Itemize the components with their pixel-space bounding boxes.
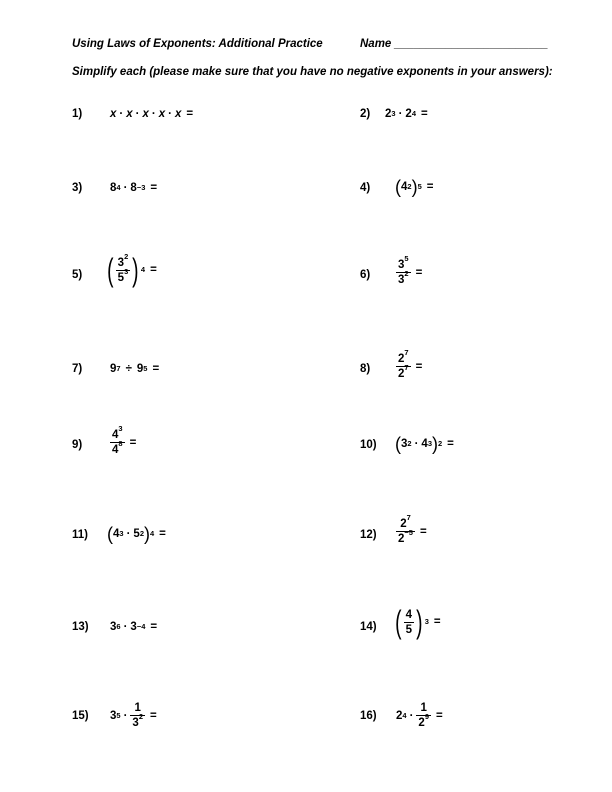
left-paren: ( (107, 524, 113, 544)
denominator (396, 269, 411, 286)
variable: x (175, 108, 182, 120)
problem-number-7: 7) (72, 363, 83, 375)
fraction (110, 424, 125, 456)
denominator (396, 528, 415, 545)
fraction (116, 251, 131, 284)
exponent: 7 (404, 363, 409, 372)
right-paren: ) (144, 524, 150, 544)
base: 3 (401, 438, 408, 450)
problem-number-9: 9) (72, 439, 83, 451)
problem-number-8: 8) (360, 363, 371, 375)
left-paren: ( (395, 604, 402, 640)
base: 2 (398, 353, 405, 365)
base: 4 (113, 528, 120, 540)
base: 3 (110, 621, 117, 633)
fraction (404, 609, 414, 636)
exponent: 5 (404, 254, 409, 263)
dot-operator: · (123, 621, 128, 633)
dot-operator: · (135, 108, 140, 120)
equals-sign: = (419, 525, 427, 538)
base: 5 (117, 271, 125, 284)
problem-1-expression (110, 108, 193, 120)
base: 9 (136, 363, 144, 375)
exponent: 3 (124, 266, 129, 276)
right-paren: ) (432, 434, 438, 454)
equals-sign: = (150, 709, 157, 722)
denominator (416, 712, 431, 729)
problem-number-5: 5) (72, 269, 83, 281)
base: 3 (132, 717, 139, 729)
dot-operator: · (123, 709, 128, 722)
dot-operator: · (151, 108, 156, 120)
variable: x (142, 108, 149, 120)
base: 8 (130, 182, 137, 194)
variable: x (158, 108, 166, 120)
name-field-label: Name ________________________ (360, 38, 549, 50)
exponent: −5 (404, 528, 413, 537)
exponent: 2 (404, 269, 409, 278)
exponent: 9 (424, 712, 429, 721)
variable: x (110, 108, 117, 120)
problem-10-expression: ( 3 2 · 4 3 ) 2 = (395, 434, 454, 454)
problem-number-3: 3) (72, 182, 83, 194)
equals-sign: = (129, 436, 137, 449)
dot-operator: · (119, 108, 124, 120)
base: 3 (110, 709, 117, 722)
exponent: 7 (406, 513, 411, 522)
base: 2 (398, 533, 405, 545)
base: 2 (385, 108, 392, 120)
exponent: 7 (404, 348, 409, 357)
equals-sign: = (415, 360, 423, 373)
base: 4 (112, 429, 119, 441)
base: 3 (117, 256, 125, 269)
base: 3 (398, 274, 405, 286)
denominator (396, 363, 411, 380)
problem-8-expression (396, 348, 423, 380)
problem-11-expression: ( 4 3 · 5 2 ) 4 = (107, 524, 166, 544)
base: 2 (400, 518, 407, 530)
problem-number-15: 15) (72, 710, 89, 722)
exponent: 2 (124, 251, 129, 261)
equals-sign: = (150, 264, 157, 276)
base: 2 (405, 108, 412, 120)
dot-operator: · (414, 438, 419, 450)
base: 2 (396, 709, 403, 722)
problem-number-1: 1) (72, 108, 83, 120)
fraction (396, 348, 411, 380)
base: 5 (133, 528, 140, 540)
problem-12-expression (396, 513, 427, 545)
base: 9 (110, 363, 117, 375)
equals-sign: = (433, 616, 441, 628)
base: 3 (398, 259, 405, 271)
exponent: 8 (118, 439, 123, 448)
problem-2-expression: 2 3 · 2 4 = (385, 108, 428, 120)
instructions: Simplify each (please make sure that you have no negative exponents in your answers): (72, 66, 553, 78)
equals-sign: = (415, 266, 423, 279)
problem-number-6: 6) (360, 269, 371, 281)
equals-sign: = (186, 108, 194, 120)
problem-16-expression: 2 4 · $\frac{1}{2^9}$ = (396, 702, 443, 729)
fraction (130, 702, 145, 729)
left-paren: ( (395, 434, 401, 454)
equals-sign: = (447, 438, 454, 450)
equals-sign: = (150, 621, 158, 633)
problem-number-13: 13) (72, 621, 89, 633)
problem-15-expression: 3 5 · $\frac{1}{3^2}$ = (110, 702, 157, 729)
dot-operator: · (168, 108, 172, 120)
problem-number-16: 16) (360, 710, 377, 722)
base: 4 (421, 438, 428, 450)
numerator: 1 (420, 702, 427, 714)
problem-number-4: 4) (360, 182, 371, 194)
problem-number-14: 14) (360, 621, 377, 633)
divide-operator: ÷ (125, 363, 132, 375)
equals-sign: = (152, 363, 160, 375)
left-paren: ( (107, 252, 114, 288)
equals-sign: = (426, 181, 434, 193)
fraction (396, 513, 415, 545)
numerator: 4 (405, 608, 413, 621)
problem-3-expression: 8 4 · 8 −3 = (110, 182, 158, 194)
denominator (130, 712, 145, 729)
fraction (396, 254, 411, 286)
dot-operator: · (409, 709, 414, 722)
problem-number-2: 2) (360, 108, 371, 120)
dot-operator: · (123, 182, 128, 194)
base: 4 (401, 181, 408, 193)
problem-number-12: 12) (360, 529, 377, 541)
problem-number-10: 10) (360, 439, 377, 451)
problem-13-expression: 3 6 · 3 −4 = (110, 621, 158, 633)
worksheet-title: Using Laws of Exponents: Additional Practice (72, 38, 323, 50)
equals-sign: = (436, 709, 443, 722)
dot-operator: · (126, 528, 131, 540)
right-paren: ) (132, 252, 139, 288)
problem-4-expression: ( 4 2 ) 5 = (395, 177, 434, 197)
problem-5-expression: ( $\frac{3^2}{5^3}$ ) 4 = (107, 251, 157, 288)
equals-sign: = (421, 108, 428, 120)
dot-operator: · (398, 108, 403, 120)
base: 4 (112, 444, 119, 456)
exponent: 2 (138, 712, 143, 721)
fraction (416, 702, 431, 729)
base: 8 (110, 182, 117, 194)
left-paren: ( (395, 177, 401, 197)
variable: x (126, 108, 133, 120)
denominator (116, 266, 131, 284)
right-paren: ) (416, 604, 423, 640)
problem-number-11: 11) (72, 529, 88, 541)
problem-14-expression: ( $\frac{4}{5}$ ) 3 = (395, 604, 441, 640)
problem-6-expression (396, 254, 423, 286)
denominator: 5 (405, 623, 413, 636)
right-paren: ) (411, 177, 418, 197)
equals-sign: = (159, 528, 166, 540)
base: 3 (130, 621, 137, 633)
base: 2 (398, 368, 405, 380)
denominator (110, 439, 125, 456)
equals-sign: = (150, 182, 158, 194)
exponent: 3 (118, 424, 123, 433)
problem-7-expression: 9 7 ÷ 9 5 = (110, 363, 160, 375)
numerator: 1 (134, 702, 141, 714)
problem-9-expression (110, 424, 137, 456)
base: 2 (418, 717, 425, 729)
